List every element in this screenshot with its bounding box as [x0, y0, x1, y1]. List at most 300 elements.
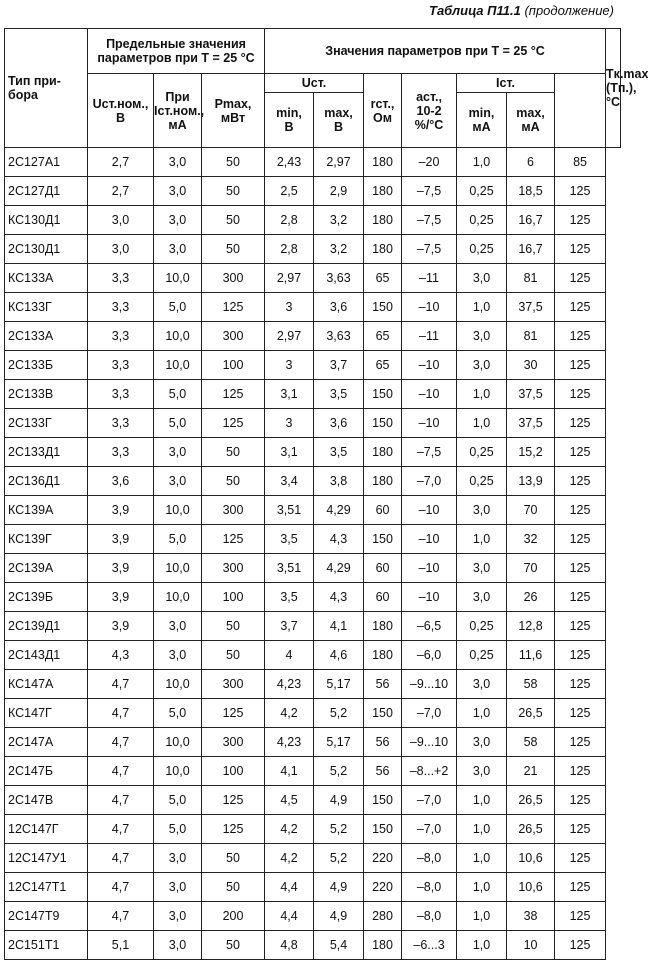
header-limit-group: Предельные значения параметров при Т = 25 °C [88, 29, 265, 74]
cell-pmax: 50 [202, 148, 265, 177]
header-tk-label-2: (Tп.), [606, 81, 637, 95]
cell-i-nom: 3,0 [154, 177, 202, 206]
cell-imax: 70 [507, 496, 555, 525]
cell-imax: 12,8 [507, 612, 555, 641]
cell-imin: 1,0 [457, 873, 507, 902]
cell-u-nom: 4,7 [88, 844, 154, 873]
cell-u-nom: 2,7 [88, 148, 154, 177]
table-row [5, 902, 621, 931]
cell-imin: 3,0 [457, 757, 507, 786]
cell-i-nom: 10,0 [154, 670, 202, 699]
cell-ast: –7,5 [402, 206, 457, 235]
cell-tk: 125 [555, 873, 606, 902]
cell-i-nom: 10,0 [154, 322, 202, 351]
cell-imax: 11,6 [507, 641, 555, 670]
cell-u-nom: 4,7 [88, 902, 154, 931]
table-row [5, 728, 621, 757]
cell-imin: 3,0 [457, 322, 507, 351]
cell-tk: 125 [555, 641, 606, 670]
cell-pmax: 100 [202, 757, 265, 786]
cell-ast: –7,0 [402, 786, 457, 815]
cell-pmax: 50 [202, 931, 265, 960]
cell-imin: 1,0 [457, 786, 507, 815]
table-row [5, 583, 621, 612]
cell-imin: 0,25 [457, 438, 507, 467]
table-row [5, 641, 621, 670]
cell-pmax: 300 [202, 670, 265, 699]
header-ast [402, 74, 457, 148]
cell-pmax: 125 [202, 699, 265, 728]
cell-u-nom: 3,9 [88, 496, 154, 525]
cell-imax: 81 [507, 322, 555, 351]
cell-ast: –10 [402, 496, 457, 525]
cell-imin: 3,0 [457, 728, 507, 757]
cell-i-nom: 3,0 [154, 902, 202, 931]
cell-i-nom: 3,0 [154, 206, 202, 235]
table-row [5, 786, 621, 815]
cell-tk: 125 [555, 525, 606, 554]
table-row [5, 148, 621, 177]
table-row [5, 496, 621, 525]
cell-tk: 125 [555, 235, 606, 264]
cell-pmax: 50 [202, 235, 265, 264]
table-row [5, 757, 621, 786]
cell-umax: 3,2 [314, 235, 364, 264]
cell-u-nom: 2,7 [88, 177, 154, 206]
cell-u-nom: 3,9 [88, 525, 154, 554]
cell-umax: 4,29 [314, 554, 364, 583]
cell-type: 2С139Б [5, 583, 88, 612]
cell-type: КС139А [5, 496, 88, 525]
table-row [5, 670, 621, 699]
cell-rst: 180 [364, 612, 402, 641]
header-umax-label: max, [324, 106, 353, 120]
cell-u-nom: 3,6 [88, 467, 154, 496]
cell-pmax: 300 [202, 554, 265, 583]
cell-umax: 5,2 [314, 844, 364, 873]
cell-imin: 0,25 [457, 467, 507, 496]
cell-rst: 150 [364, 786, 402, 815]
cell-imax: 10,6 [507, 844, 555, 873]
cell-ast: –7,5 [402, 235, 457, 264]
cell-pmax: 300 [202, 728, 265, 757]
cell-umin: 3,5 [265, 583, 314, 612]
header-pmax-label: Pmax, [214, 96, 252, 111]
cell-umin: 2,8 [265, 235, 314, 264]
cell-umin: 3,4 [265, 467, 314, 496]
cell-pmax: 50 [202, 206, 265, 235]
header-u-nom-unit: В [115, 110, 126, 125]
cell-tk: 125 [555, 351, 606, 380]
cell-ast: –9...10 [402, 670, 457, 699]
cell-tk: 125 [555, 322, 606, 351]
cell-tk: 125 [555, 554, 606, 583]
cell-type: КС130Д1 [5, 206, 88, 235]
table-body [5, 148, 621, 960]
cell-rst: 220 [364, 844, 402, 873]
header-type [5, 29, 88, 148]
cell-imin: 0,25 [457, 177, 507, 206]
cell-imax: 26,5 [507, 699, 555, 728]
cell-type: 2С127А1 [5, 148, 88, 177]
cell-i-nom: 5,0 [154, 380, 202, 409]
cell-umax: 2,97 [314, 148, 364, 177]
cell-rst: 150 [364, 699, 402, 728]
cell-imin: 3,0 [457, 670, 507, 699]
cell-u-nom: 4,7 [88, 815, 154, 844]
cell-umax: 4,3 [314, 583, 364, 612]
cell-ast: –6,5 [402, 612, 457, 641]
cell-type: 2С130Д1 [5, 235, 88, 264]
cell-imin: 3,0 [457, 264, 507, 293]
header-imax-unit: мА [521, 120, 540, 134]
cell-umax: 5,17 [314, 670, 364, 699]
cell-imin: 3,0 [457, 583, 507, 612]
cell-tk: 125 [555, 264, 606, 293]
cell-rst: 56 [364, 670, 402, 699]
cell-umin: 2,5 [265, 177, 314, 206]
cell-pmax: 100 [202, 351, 265, 380]
cell-rst: 65 [364, 322, 402, 351]
cell-rst: 180 [364, 931, 402, 960]
cell-imax: 26,5 [507, 815, 555, 844]
cell-pmax: 50 [202, 467, 265, 496]
cell-umax: 4,29 [314, 496, 364, 525]
header-param-group: Значения параметров при Т = 25 °C [265, 29, 606, 74]
cell-umin: 2,97 [265, 264, 314, 293]
cell-imin: 1,0 [457, 699, 507, 728]
cell-umax: 3,6 [314, 293, 364, 322]
cell-u-nom: 4,7 [88, 757, 154, 786]
cell-imax: 21 [507, 757, 555, 786]
cell-imax: 81 [507, 264, 555, 293]
header-rst [364, 74, 402, 148]
header-u-nom-label: Uст.ном., [92, 96, 149, 111]
header-ist: Iст. [457, 74, 555, 93]
cell-ast: –8,0 [402, 844, 457, 873]
cell-tk: 125 [555, 902, 606, 931]
cell-rst: 180 [364, 148, 402, 177]
cell-umax: 3,8 [314, 467, 364, 496]
cell-i-nom: 3,0 [154, 641, 202, 670]
cell-ast: –7,0 [402, 467, 457, 496]
cell-rst: 60 [364, 496, 402, 525]
header-imin [457, 93, 507, 148]
cell-type: КС147А [5, 670, 88, 699]
cell-u-nom: 4,3 [88, 641, 154, 670]
cell-umin: 3 [265, 293, 314, 322]
cell-ast: –10 [402, 293, 457, 322]
cell-pmax: 125 [202, 380, 265, 409]
table-row [5, 554, 621, 583]
cell-tk: 125 [555, 931, 606, 960]
cell-umax: 3,63 [314, 264, 364, 293]
cell-type: 2С133Д1 [5, 438, 88, 467]
cell-tk: 125 [555, 815, 606, 844]
cell-pmax: 50 [202, 641, 265, 670]
cell-ast: –8...+2 [402, 757, 457, 786]
cell-tk: 125 [555, 583, 606, 612]
cell-u-nom: 3,0 [88, 235, 154, 264]
cell-imax: 30 [507, 351, 555, 380]
cell-imax: 58 [507, 728, 555, 757]
cell-umax: 5,2 [314, 699, 364, 728]
cell-i-nom: 10,0 [154, 757, 202, 786]
cell-ast: –7,5 [402, 177, 457, 206]
header-type-text: Тип при-бора [8, 74, 61, 102]
cell-imax: 16,7 [507, 206, 555, 235]
cell-umax: 3,63 [314, 322, 364, 351]
cell-umax: 5,4 [314, 931, 364, 960]
table-row [5, 815, 621, 844]
cell-type: 2С147Т9 [5, 902, 88, 931]
cell-type: 2С151Т1 [5, 931, 88, 960]
header-ast-unit: %/°C [414, 117, 444, 132]
cell-rst: 180 [364, 438, 402, 467]
cell-imin: 0,25 [457, 206, 507, 235]
cell-type: 2С147В [5, 786, 88, 815]
cell-imax: 70 [507, 554, 555, 583]
cell-rst: 65 [364, 351, 402, 380]
cell-umin: 2,8 [265, 206, 314, 235]
cell-imin: 1,0 [457, 409, 507, 438]
cell-pmax: 50 [202, 873, 265, 902]
cell-type: 2С147Б [5, 757, 88, 786]
cell-imin: 0,25 [457, 612, 507, 641]
cell-umin: 4,4 [265, 873, 314, 902]
cell-pmax: 125 [202, 815, 265, 844]
table-row [5, 467, 621, 496]
zener-diode-table [4, 28, 648, 960]
cell-rst: 180 [364, 641, 402, 670]
cell-imax: 13,9 [507, 467, 555, 496]
cell-umin: 2,97 [265, 322, 314, 351]
cell-pmax: 125 [202, 293, 265, 322]
cell-imin: 1,0 [457, 815, 507, 844]
cell-imin: 1,0 [457, 902, 507, 931]
cell-i-nom: 10,0 [154, 583, 202, 612]
table-row [5, 873, 621, 902]
cell-type: КС139Г [5, 525, 88, 554]
cell-u-nom: 3,9 [88, 612, 154, 641]
cell-umax: 4,6 [314, 641, 364, 670]
cell-i-nom: 10,0 [154, 554, 202, 583]
cell-u-nom: 4,7 [88, 873, 154, 902]
cell-umin: 4,2 [265, 815, 314, 844]
cell-umax: 2,9 [314, 177, 364, 206]
table-row [5, 264, 621, 293]
cell-ast: –8,0 [402, 902, 457, 931]
cell-umin: 4,1 [265, 757, 314, 786]
header-i-nom-unit: мА [168, 117, 187, 132]
table-caption-title: Таблица П11.1 [429, 3, 521, 18]
cell-rst: 56 [364, 728, 402, 757]
cell-rst: 150 [364, 380, 402, 409]
cell-rst: 220 [364, 873, 402, 902]
cell-tk: 125 [555, 438, 606, 467]
cell-pmax: 50 [202, 438, 265, 467]
cell-i-nom: 5,0 [154, 293, 202, 322]
cell-pmax: 125 [202, 786, 265, 815]
cell-type: 2С133А [5, 322, 88, 351]
header-rst-label: rст., [370, 96, 395, 111]
header-rst-unit: Ом [373, 110, 392, 125]
cell-umin: 3,5 [265, 525, 314, 554]
table-caption-note: (продолжение) [524, 3, 614, 18]
cell-u-nom: 3,3 [88, 409, 154, 438]
header-i-nom [154, 74, 205, 148]
cell-u-nom: 4,7 [88, 728, 154, 757]
header-imax [507, 93, 555, 148]
cell-tk: 125 [555, 293, 606, 322]
cell-u-nom: 3,3 [88, 380, 154, 409]
table-caption [429, 3, 614, 18]
header-umax-unit: В [334, 120, 344, 134]
cell-imin: 0,25 [457, 641, 507, 670]
cell-umin: 4,8 [265, 931, 314, 960]
cell-type: 2С133В [5, 380, 88, 409]
table-row [5, 931, 621, 960]
table-row [5, 351, 621, 380]
cell-i-nom: 5,0 [154, 815, 202, 844]
cell-umin: 3,7 [265, 612, 314, 641]
cell-ast: –10 [402, 380, 457, 409]
cell-tk: 125 [555, 380, 606, 409]
cell-u-nom: 3,3 [88, 322, 154, 351]
cell-imax: 38 [507, 902, 555, 931]
cell-type: 2С127Д1 [5, 177, 88, 206]
cell-umin: 3,1 [265, 438, 314, 467]
cell-imax: 26 [507, 583, 555, 612]
cell-umax: 5,2 [314, 757, 364, 786]
cell-u-nom: 3,9 [88, 583, 154, 612]
cell-imin: 1,0 [457, 844, 507, 873]
cell-tk: 125 [555, 496, 606, 525]
cell-ast: –7,5 [402, 438, 457, 467]
cell-i-nom: 3,0 [154, 467, 202, 496]
table-row [5, 409, 621, 438]
cell-umax: 3,5 [314, 438, 364, 467]
cell-imax: 37,5 [507, 380, 555, 409]
cell-tk: 125 [555, 206, 606, 235]
cell-tk: 125 [555, 757, 606, 786]
cell-umin: 4,23 [265, 670, 314, 699]
cell-i-nom: 3,0 [154, 235, 202, 264]
cell-tk: 125 [555, 467, 606, 496]
header-tk [606, 29, 648, 148]
header-umin [265, 93, 314, 148]
cell-rst: 56 [364, 757, 402, 786]
table-row [5, 525, 621, 554]
table-row [5, 380, 621, 409]
cell-imin: 1,0 [457, 380, 507, 409]
cell-type: КС147Г [5, 699, 88, 728]
cell-umin: 3 [265, 409, 314, 438]
cell-u-nom: 4,7 [88, 786, 154, 815]
cell-rst: 150 [364, 815, 402, 844]
cell-rst: 180 [364, 206, 402, 235]
cell-umax: 3,5 [314, 380, 364, 409]
cell-imax: 16,7 [507, 235, 555, 264]
table-row [5, 699, 621, 728]
cell-rst: 180 [364, 235, 402, 264]
cell-i-nom: 10,0 [154, 728, 202, 757]
cell-ast: –11 [402, 264, 457, 293]
cell-rst: 150 [364, 525, 402, 554]
header-tk-unit: °C [606, 95, 621, 109]
header-i-nom-label: Iст.ном., [154, 103, 205, 118]
cell-umin: 4,2 [265, 699, 314, 728]
table-row [5, 844, 621, 873]
cell-rst: 65 [364, 264, 402, 293]
cell-pmax: 125 [202, 409, 265, 438]
cell-imax: 10,6 [507, 873, 555, 902]
cell-umax: 4,3 [314, 525, 364, 554]
cell-imin: 1,0 [457, 148, 507, 177]
cell-umin: 4,2 [265, 844, 314, 873]
cell-imax: 18,5 [507, 177, 555, 206]
cell-type: 12С147Т1 [5, 873, 88, 902]
cell-i-nom: 3,0 [154, 612, 202, 641]
cell-i-nom: 3,0 [154, 873, 202, 902]
cell-ast: –20 [402, 148, 457, 177]
cell-ast: –9...10 [402, 728, 457, 757]
cell-ast: –7,0 [402, 815, 457, 844]
cell-i-nom: 3,0 [154, 438, 202, 467]
cell-pmax: 50 [202, 844, 265, 873]
cell-rst: 150 [364, 409, 402, 438]
cell-type: 2С133Б [5, 351, 88, 380]
cell-tk: 125 [555, 409, 606, 438]
cell-umax: 3,2 [314, 206, 364, 235]
cell-umin: 3 [265, 351, 314, 380]
cell-type: 2С147А [5, 728, 88, 757]
table-row [5, 322, 621, 351]
header-umax [314, 93, 364, 148]
cell-type: 2С143Д1 [5, 641, 88, 670]
cell-umax: 5,2 [314, 815, 364, 844]
cell-imax: 26,5 [507, 786, 555, 815]
cell-umax: 4,9 [314, 902, 364, 931]
cell-imax: 37,5 [507, 293, 555, 322]
cell-i-nom: 5,0 [154, 409, 202, 438]
cell-type: 2С139А [5, 554, 88, 583]
cell-pmax: 300 [202, 322, 265, 351]
cell-umin: 4,23 [265, 728, 314, 757]
cell-umin: 2,43 [265, 148, 314, 177]
header-umin-unit: В [284, 120, 294, 134]
cell-pmax: 50 [202, 612, 265, 641]
cell-umax: 3,7 [314, 351, 364, 380]
cell-umax: 4,1 [314, 612, 364, 641]
cell-rst: 60 [364, 583, 402, 612]
cell-type: 12С147У1 [5, 844, 88, 873]
cell-tk: 125 [555, 786, 606, 815]
header-imax-label: max, [516, 106, 545, 120]
cell-ast: –10 [402, 554, 457, 583]
cell-pmax: 50 [202, 177, 265, 206]
cell-umin: 3,1 [265, 380, 314, 409]
cell-tk: 125 [555, 177, 606, 206]
table-row [5, 293, 621, 322]
cell-imin: 3,0 [457, 351, 507, 380]
cell-umin: 3,51 [265, 496, 314, 525]
cell-i-nom: 10,0 [154, 496, 202, 525]
cell-tk: 125 [555, 612, 606, 641]
cell-imin: 0,25 [457, 235, 507, 264]
cell-ast: –6,0 [402, 641, 457, 670]
cell-imax: 10 [507, 931, 555, 960]
